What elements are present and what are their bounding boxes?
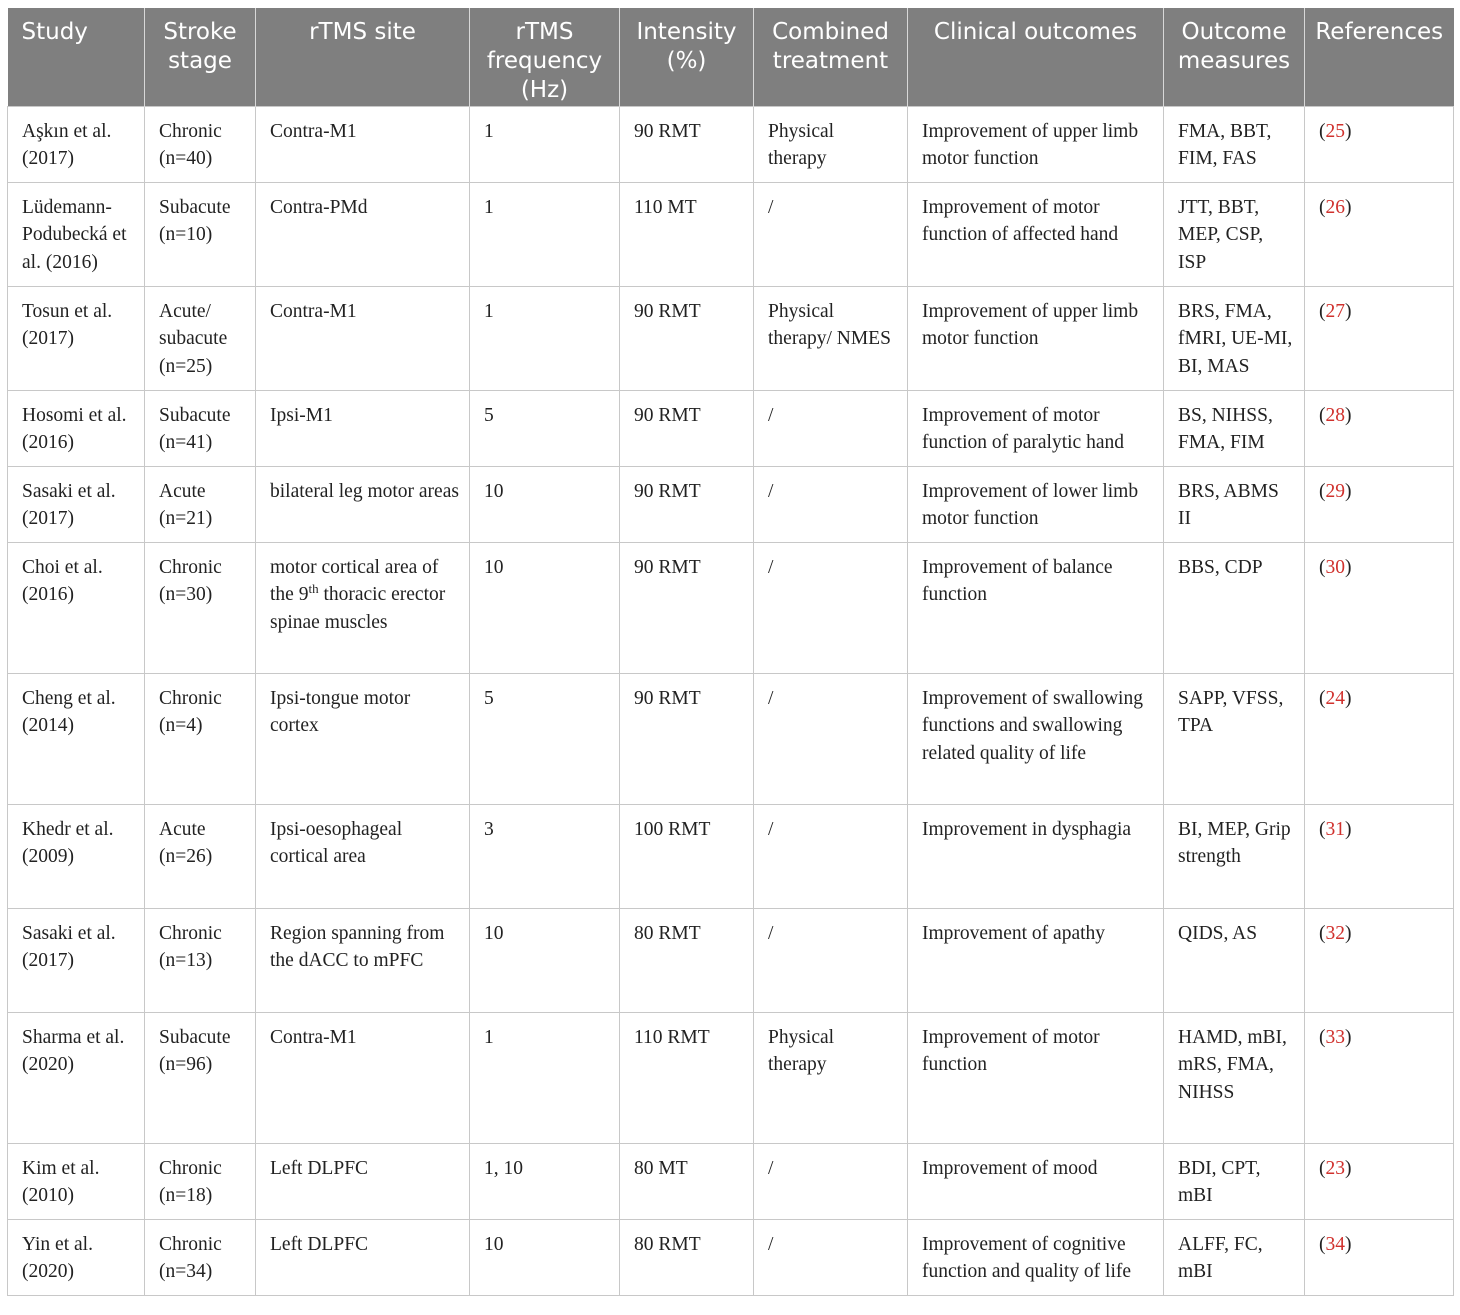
cell-outcomes: Improvement of cognitive function and quality of life <box>908 1219 1164 1295</box>
cell-measures: ALFF, FC, mBI <box>1164 1219 1305 1295</box>
cell-frequency: 1 <box>470 106 620 182</box>
table-row <box>8 673 1454 804</box>
cell-site: motor cortical area of the 9th thoracic erector spinae muscles <box>256 542 470 673</box>
cell-site: Ipsi-oesophageal cortical area <box>256 804 470 908</box>
cell-study: Khedr et al. (2009) <box>8 804 145 908</box>
cell-intensity: 80 MT <box>620 1143 754 1219</box>
cell-site: Left DLPFC <box>256 1219 470 1295</box>
cell-intensity: 90 RMT <box>620 466 754 542</box>
cell-intensity: 80 RMT <box>620 908 754 1012</box>
cell-combined: / <box>754 804 908 908</box>
cell-outcomes: Improvement of motor function of paralytic hand <box>908 390 1164 466</box>
header-clinical-outcomes: Clinical outcomes <box>908 8 1164 106</box>
reference-link[interactable]: 24 <box>1325 687 1345 709</box>
cell-study: Sharma et al. (2020) <box>8 1012 145 1143</box>
cell-frequency: 3 <box>470 804 620 908</box>
cell-study: Lüdemann-Podubecká et al. (2016) <box>8 182 145 286</box>
cell-combined: Physical therapy <box>754 1012 908 1143</box>
cell-frequency: 10 <box>470 908 620 1012</box>
cell-outcomes: Improvement of apathy <box>908 908 1164 1012</box>
header-references: References <box>1305 8 1454 106</box>
cell-study: Choi et al. (2016) <box>8 542 145 673</box>
cell-frequency: 5 <box>470 390 620 466</box>
cell-stage: Chronic (n=18) <box>145 1143 256 1219</box>
cell-site: Contra-M1 <box>256 286 470 390</box>
cell-intensity: 90 RMT <box>620 673 754 804</box>
cell-stage: Chronic (n=4) <box>145 673 256 804</box>
cell-study: Kim et al. (2010) <box>8 1143 145 1219</box>
reference-link[interactable]: 32 <box>1325 922 1345 944</box>
cell-site: Left DLPFC <box>256 1143 470 1219</box>
cell-stage: Acute (n=21) <box>145 466 256 542</box>
cell-intensity: 90 RMT <box>620 286 754 390</box>
header-combined-treatment: Combined treatment <box>754 8 908 106</box>
cell-stage: Subacute (n=41) <box>145 390 256 466</box>
cell-frequency: 10 <box>470 542 620 673</box>
cell-outcomes: Improvement of balance function <box>908 542 1164 673</box>
table-row <box>8 466 1454 542</box>
cell-frequency: 1, 10 <box>470 1143 620 1219</box>
cell-reference: (27) <box>1305 286 1454 390</box>
cell-combined: / <box>754 673 908 804</box>
table-row <box>8 804 1454 908</box>
cell-intensity: 90 RMT <box>620 390 754 466</box>
reference-link[interactable]: 33 <box>1325 1026 1345 1048</box>
cell-reference: (33) <box>1305 1012 1454 1143</box>
cell-combined: / <box>754 1219 908 1295</box>
cell-study: Hosomi et al. (2016) <box>8 390 145 466</box>
cell-reference: (31) <box>1305 804 1454 908</box>
cell-measures: BDI, CPT, mBI <box>1164 1143 1305 1219</box>
cell-outcomes: Improvement of swallowing functions and swallowing related quality of life <box>908 673 1164 804</box>
reference-link[interactable]: 28 <box>1325 404 1345 426</box>
cell-site: Contra-M1 <box>256 106 470 182</box>
cell-intensity: 80 RMT <box>620 1219 754 1295</box>
table-row <box>8 106 1454 182</box>
cell-reference: (26) <box>1305 182 1454 286</box>
cell-site: Contra-M1 <box>256 1012 470 1143</box>
cell-stage: Acute (n=26) <box>145 804 256 908</box>
cell-study: Aşkın et al. (2017) <box>8 106 145 182</box>
cell-measures: BS, NIHSS, FMA, FIM <box>1164 390 1305 466</box>
cell-reference: (34) <box>1305 1219 1454 1295</box>
cell-combined: / <box>754 908 908 1012</box>
cell-reference: (29) <box>1305 466 1454 542</box>
header-stroke-stage: Stroke stage <box>145 8 256 106</box>
reference-link[interactable]: 34 <box>1325 1233 1345 1255</box>
reference-link[interactable]: 31 <box>1325 818 1345 840</box>
cell-site: Region spanning from the dACC to mPFC <box>256 908 470 1012</box>
cell-stage: Chronic (n=34) <box>145 1219 256 1295</box>
header-study: Study <box>8 8 145 106</box>
cell-study: Cheng et al. (2014) <box>8 673 145 804</box>
table-row <box>8 286 1454 390</box>
cell-stage: Subacute (n=10) <box>145 182 256 286</box>
cell-outcomes: Improvement of upper limb motor function <box>908 286 1164 390</box>
cell-combined: / <box>754 390 908 466</box>
reference-link[interactable]: 25 <box>1325 120 1345 142</box>
cell-stage: Chronic (n=13) <box>145 908 256 1012</box>
cell-measures: JTT, BBT, MEP, CSP, ISP <box>1164 182 1305 286</box>
table-row <box>8 1143 1454 1219</box>
cell-frequency: 10 <box>470 1219 620 1295</box>
header-row <box>8 8 1454 106</box>
reference-link[interactable]: 27 <box>1325 300 1345 322</box>
table-row <box>8 908 1454 1012</box>
cell-intensity: 110 RMT <box>620 1012 754 1143</box>
cell-frequency: 10 <box>470 466 620 542</box>
rtms-studies-table <box>7 8 1454 1296</box>
cell-measures: BRS, FMA, fMRI, UE-MI, BI, MAS <box>1164 286 1305 390</box>
table-row <box>8 182 1454 286</box>
cell-combined: Physical therapy/ NMES <box>754 286 908 390</box>
cell-site: Contra-PMd <box>256 182 470 286</box>
cell-reference: (23) <box>1305 1143 1454 1219</box>
cell-intensity: 110 MT <box>620 182 754 286</box>
cell-study: Sasaki et al. (2017) <box>8 908 145 1012</box>
header-rtms-frequency: rTMS frequency (Hz) <box>470 8 620 106</box>
cell-frequency: 1 <box>470 182 620 286</box>
cell-measures: SAPP, VFSS, TPA <box>1164 673 1305 804</box>
cell-intensity: 90 RMT <box>620 542 754 673</box>
cell-combined: / <box>754 182 908 286</box>
table-row <box>8 390 1454 466</box>
cell-outcomes: Improvement of motor function of affected hand <box>908 182 1164 286</box>
cell-site: bilateral leg motor areas <box>256 466 470 542</box>
cell-stage: Chronic (n=30) <box>145 542 256 673</box>
cell-site: Ipsi-M1 <box>256 390 470 466</box>
reference-link[interactable]: 29 <box>1325 480 1345 502</box>
cell-frequency: 1 <box>470 1012 620 1143</box>
cell-reference: (32) <box>1305 908 1454 1012</box>
cell-frequency: 1 <box>470 286 620 390</box>
cell-study: Tosun et al. (2017) <box>8 286 145 390</box>
cell-outcomes: Improvement of upper limb motor function <box>908 106 1164 182</box>
cell-intensity: 100 RMT <box>620 804 754 908</box>
table-row <box>8 542 1454 673</box>
table-container <box>7 8 1453 1296</box>
cell-combined: / <box>754 542 908 673</box>
cell-stage: Acute/ subacute (n=25) <box>145 286 256 390</box>
cell-stage: Subacute (n=96) <box>145 1012 256 1143</box>
cell-outcomes: Improvement of mood <box>908 1143 1164 1219</box>
cell-intensity: 90 RMT <box>620 106 754 182</box>
header-intensity: Intensity (%) <box>620 8 754 106</box>
cell-measures: BRS, ABMS II <box>1164 466 1305 542</box>
cell-site: Ipsi-tongue motor cortex <box>256 673 470 804</box>
cell-measures: BI, MEP, Grip strength <box>1164 804 1305 908</box>
cell-measures: FMA, BBT, FIM, FAS <box>1164 106 1305 182</box>
cell-combined: Physical therapy <box>754 106 908 182</box>
cell-stage: Chronic (n=40) <box>145 106 256 182</box>
cell-frequency: 5 <box>470 673 620 804</box>
cell-measures: BBS, CDP <box>1164 542 1305 673</box>
cell-reference: (30) <box>1305 542 1454 673</box>
cell-combined: / <box>754 466 908 542</box>
cell-outcomes: Improvement of motor function <box>908 1012 1164 1143</box>
reference-link[interactable]: 30 <box>1325 556 1345 578</box>
cell-outcomes: Improvement of lower limb motor function <box>908 466 1164 542</box>
table-row <box>8 1219 1454 1295</box>
reference-link[interactable]: 23 <box>1325 1157 1345 1179</box>
cell-reference: (28) <box>1305 390 1454 466</box>
reference-link[interactable]: 26 <box>1325 196 1345 218</box>
cell-study: Yin et al. (2020) <box>8 1219 145 1295</box>
cell-measures: HAMD, mBI, mRS, FMA, NIHSS <box>1164 1012 1305 1143</box>
cell-study: Sasaki et al. (2017) <box>8 466 145 542</box>
cell-combined: / <box>754 1143 908 1219</box>
cell-measures: QIDS, AS <box>1164 908 1305 1012</box>
cell-reference: (25) <box>1305 106 1454 182</box>
cell-outcomes: Improvement in dysphagia <box>908 804 1164 908</box>
header-outcome-measures: Outcome measures <box>1164 8 1305 106</box>
table-row <box>8 1012 1454 1143</box>
cell-reference: (24) <box>1305 673 1454 804</box>
header-rtms-site: rTMS site <box>256 8 470 106</box>
